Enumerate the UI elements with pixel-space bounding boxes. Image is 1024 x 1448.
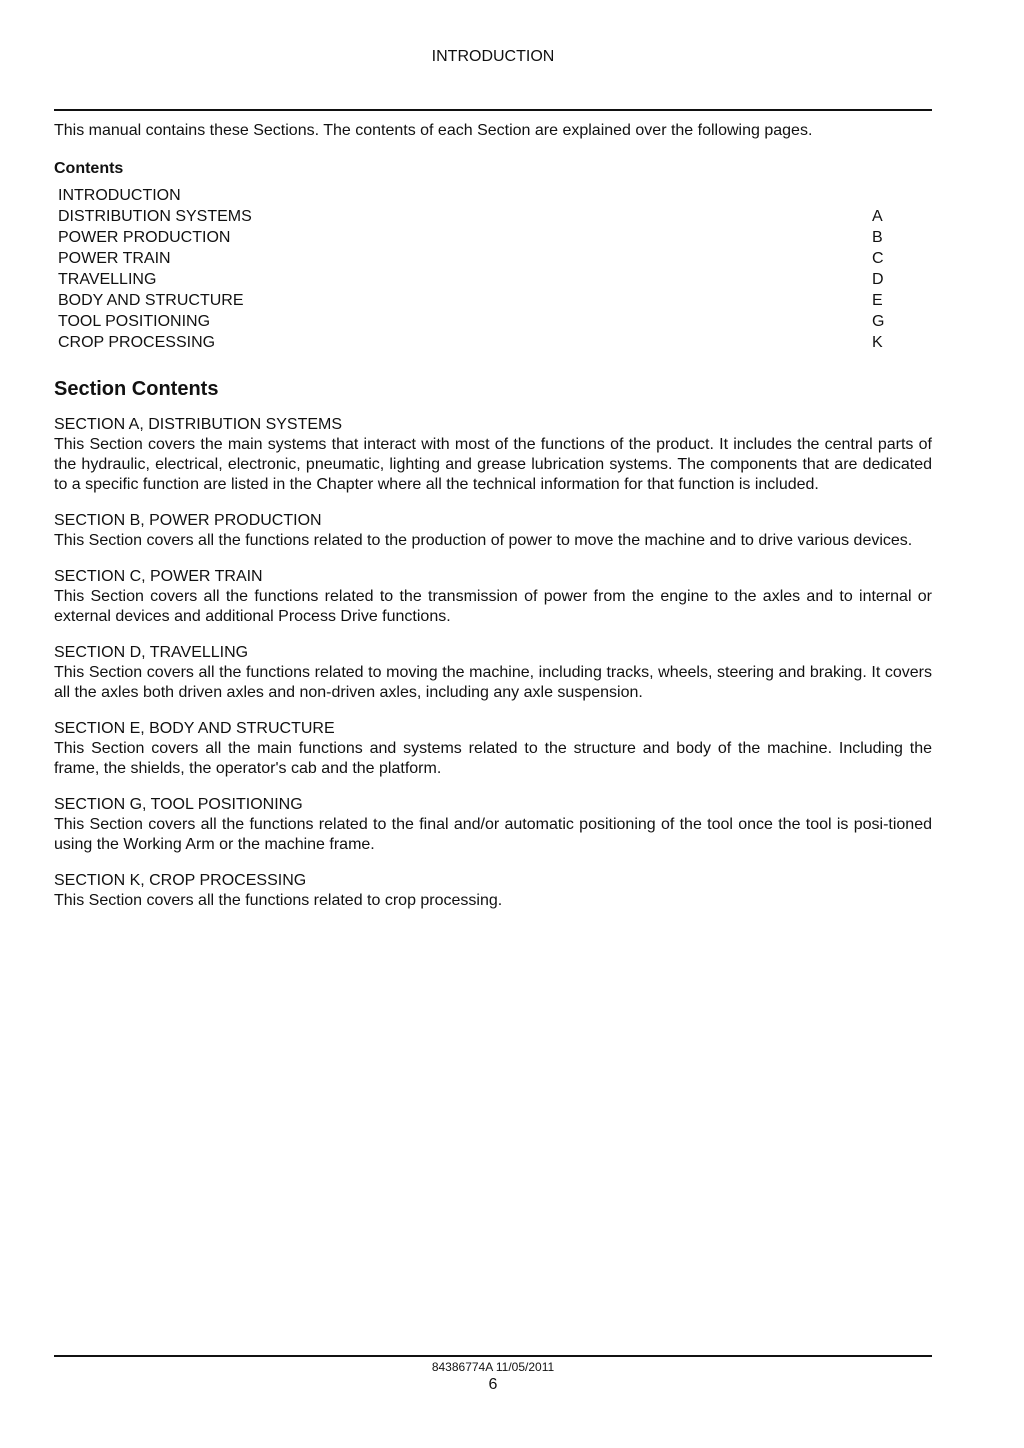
section-title: SECTION A, DISTRIBUTION SYSTEMS	[54, 416, 343, 433]
contents-item	[58, 248, 932, 269]
section-title: SECTION E, BODY AND STRUCTURE	[54, 720, 335, 737]
intro-text: This manual contains these Sections. The contents of each Section are explained over the following pages.	[54, 122, 813, 139]
section-title: SECTION C, POWER TRAIN	[54, 568, 263, 585]
bottom-divider	[54, 1355, 932, 1357]
contents-item-letter: K	[872, 334, 883, 351]
page-footer	[0, 1359, 986, 1395]
section-description: This Section covers all the functions related to crop processing.	[54, 892, 503, 909]
document-code: 84386774A 11/05/2011	[431, 1360, 555, 1374]
contents-item	[58, 290, 932, 311]
section-block-b	[54, 511, 932, 551]
section-title: SECTION G, TOOL POSITIONING	[54, 796, 303, 813]
contents-item	[58, 206, 932, 227]
contents-item-label: TRAVELLING	[58, 271, 157, 288]
contents-item-label: POWER TRAIN	[58, 250, 171, 267]
top-divider	[54, 109, 932, 111]
section-block-k	[54, 871, 932, 911]
section-description: This Section covers all the main functions and systems related to the structure and body of the machine. Including the frame, the shields, the operator's cab and the platform.	[54, 740, 932, 777]
contents-item-label: CROP PROCESSING	[58, 334, 216, 351]
section-description: This Section covers all the functions related to moving the machine, including tracks, wheels, steering and braking. It covers all the axles both driven axles and non-driven axles, including any axle suspension.	[54, 664, 932, 701]
contents-item-label: INTRODUCTION	[58, 187, 181, 204]
contents-item-letter: G	[872, 313, 885, 330]
section-title: SECTION K, CROP PROCESSING	[54, 872, 307, 889]
section-description: This Section covers all the functions related to the transmission of power from the engine to the axles and to internal or external devices and additional Process Drive functions.	[54, 588, 932, 625]
section-block-a	[54, 415, 932, 495]
contents-item-label: BODY AND STRUCTURE	[58, 292, 244, 309]
contents-item	[58, 185, 932, 206]
section-description: This Section covers the main systems that interact with most of the functions of the product. It includes the central parts of the hydraulic, electrical, electronic, pneumatic, lighting and grease lubrication systems. The components that are dedicated to a specific function are listed in the Chapter where all the technical information for that function is included.	[54, 436, 932, 493]
section-block-d	[54, 643, 932, 703]
page-number: 6	[488, 1376, 498, 1393]
contents-item	[58, 311, 932, 332]
contents-item-letter: A	[872, 208, 883, 225]
contents-item-letter	[872, 185, 932, 206]
contents-item-label: POWER PRODUCTION	[58, 229, 231, 246]
contents-item-letter: B	[872, 229, 883, 246]
section-block-e	[54, 719, 932, 779]
page-content	[54, 121, 932, 927]
contents-item-letter: E	[872, 292, 883, 309]
contents-item-letter: C	[872, 250, 884, 267]
contents-item-label: DISTRIBUTION SYSTEMS	[58, 208, 252, 225]
section-title: SECTION B, POWER PRODUCTION	[54, 512, 322, 529]
section-title: SECTION D, TRAVELLING	[54, 644, 249, 661]
section-contents-heading: Section Contents	[54, 378, 219, 400]
section-description: This Section covers all the functions related to the production of power to move the machine and to drive various devices.	[54, 532, 913, 549]
contents-item	[58, 227, 932, 248]
page-header-title: INTRODUCTION	[431, 48, 555, 65]
contents-item-label: TOOL POSITIONING	[58, 313, 211, 330]
contents-item	[58, 332, 932, 353]
section-description: This Section covers all the functions related to the final and/or automatic positioning of the tool once the tool is posi-tioned using the Working Arm or the machine frame.	[54, 816, 932, 853]
contents-item	[58, 269, 932, 290]
section-block-g	[54, 795, 932, 855]
contents-item-letter: D	[872, 271, 884, 288]
section-block-c	[54, 567, 932, 627]
contents-heading: Contents	[54, 160, 124, 177]
contents-list	[54, 185, 932, 353]
